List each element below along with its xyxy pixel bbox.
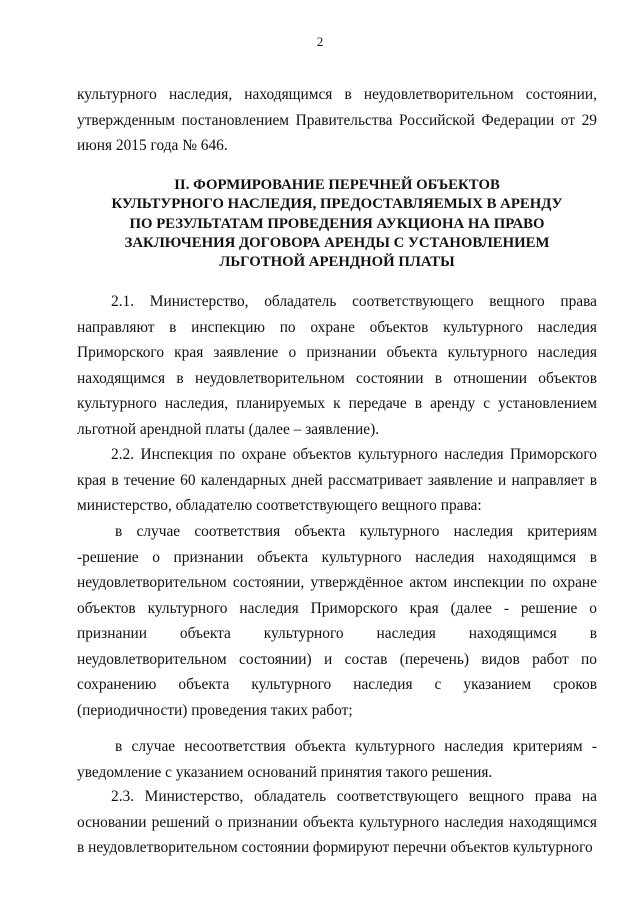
paragraph-2-3-block [77, 784, 597, 861]
paragraph-2-2-case-1-block [77, 519, 597, 723]
paragraph-2-1: 2.1. Министерство, обладатель соответствующего вещного права направляют в инспекцию по охране объектов культурного наследия Приморского края заявление о признании объекта культурного наследия находящимся в неудовлетворительном состоянии в отношении объектов культурного наследия, планируемых к передаче в аренду с установлением льготной арендной платы (далее – заявление). [77, 293, 597, 438]
paragraph-2-1-block [77, 289, 597, 442]
intro-paragraph-block [77, 82, 597, 159]
paragraph-2-2: 2.2. Инспекция по охране объектов культурного наследия Приморского края в течение 60 календарных дней рассматривает заявление и направляет в министерство, обладателю соответствующего вещного права: [77, 446, 597, 514]
section-heading-line-4: ЗАКЛЮЧЕНИЯ ДОГОВОРА АРЕНДЫ С УСТАНОВЛЕНИЕМ [124, 234, 550, 251]
paragraph-2-2-case-2: в случае несоответствия объекта культурного наследия критериям - уведомление с указанием оснований принятия такого решения. [77, 738, 597, 781]
section-heading-line-3: ПО РЕЗУЛЬТАТАМ ПРОВЕДЕНИЯ АУКЦИОНА НА ПРАВО [129, 215, 545, 232]
section-heading-line-2: КУЛЬТУРНОГО НАСЛЕДИЯ, ПРЕДОСТАВЛЯЕМЫХ В АРЕНДУ [111, 196, 563, 213]
paragraph-2-2-case-2-block [77, 734, 597, 785]
paragraph-2-2-block [77, 442, 597, 519]
section-heading-line-5: ЛЬГОТНОЙ АРЕНДНОЙ ПЛАТЫ [219, 254, 455, 271]
section-heading-line-1: II. ФОРМИРОВАНИЕ ПЕРЕЧНЕЙ ОБЪЕКТОВ [174, 177, 500, 193]
intro-paragraph: культурного наследия, находящимся в неудовлетворительном состоянии, утвержденным постановлением Правительства Российской Федерации от 29 июня 2015 года № 646. [77, 86, 597, 154]
paragraph-2-3: 2.3. Министерство, обладатель соответствующего вещного права на основании решений о признании объекта культурного наследия находящимся в неудовлетворительном состоянии формируют перечни объектов культурного [77, 788, 597, 856]
page-number: 2 [316, 34, 324, 49]
section-heading [77, 176, 597, 272]
paragraph-2-2-case-1: в случае соответствия объекта культурного наследия критериям -решение о признании объекта культурного наследия находящимся в неудовлетворительном состоянии, утверждённое актом инспекции по охране объектов культурного наследия Приморского края (далее - решение о признании объекта культурного наследия находящимся в неудовлетворительном состоянии) и состав (перечень) видов работ по сохранению объекта культурного наследия с указанием сроков (периодичности) проведения таких работ; [77, 523, 597, 719]
